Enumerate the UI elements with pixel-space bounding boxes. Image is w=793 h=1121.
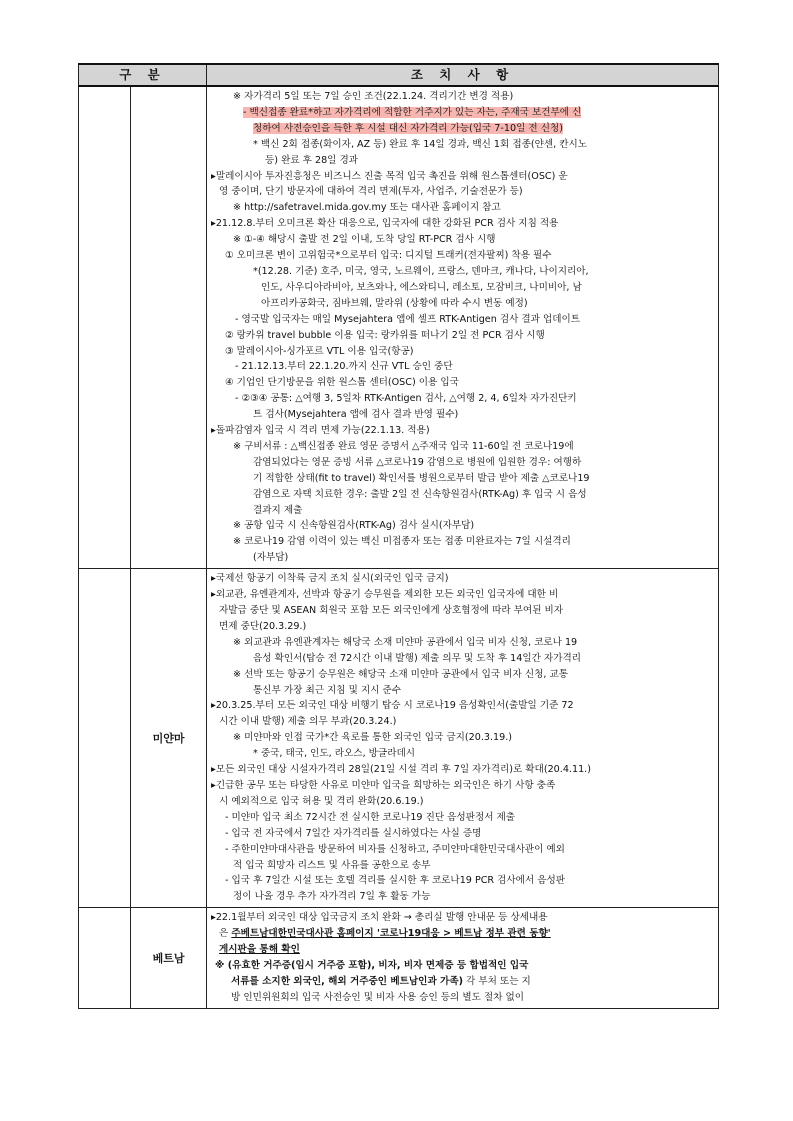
- text-line: *(12.28. 기준) 호주, 미국, 영국, 노르웨이, 프랑스, 덴마크, 캐나다, 나이지리아,: [253, 265, 589, 277]
- text-line: 면제 중단(20.3.29.): [219, 620, 307, 632]
- text-line: * 백신 2회 접종(화이자, AZ 등) 완료 후 14일 경과, 백신 1회 접종(얀센, 칸시노: [253, 138, 588, 150]
- text-line: 인도, 사우디아라비아, 보츠와나, 에스와티니, 레소토, 모잠비크, 나미비아, 남: [261, 281, 582, 293]
- header-measures: 조 치 사 항: [207, 64, 719, 86]
- text-line: ※ http://safetravel.mida.gov.my 또는 대사관 홈페이지 참고: [233, 202, 501, 214]
- text-line: ※ 외교관과 유엔관계자는 해당국 소재 미얀마 공관에서 입국 비자 신청, 코로나 19: [233, 636, 578, 648]
- text-line: - 영국발 입국자는 매일 Mysejahtera 앱에 셀프 RTK-Antigen 검사 결과 업데이트: [235, 313, 581, 325]
- text-line: ③ 말레이시아-싱가포르 VTL 이용 입국(항공): [225, 345, 414, 357]
- text-line: 트 검사(Mysejahtera 앱에 검사 결과 반영 필수): [253, 409, 459, 421]
- text-line: ※ (유효한 거주증(임시 거주증 포함), 비자, 비자 면제증 등 합법적인 입국: [215, 959, 529, 971]
- text-line: ※ 미얀마와 인접 국가*간 육로를 통한 외국인 입국 금지(20.3.19.): [233, 732, 513, 744]
- country-name-vietnam: 베트남: [131, 908, 207, 1008]
- text-line: ※ ①-④ 해당시 출발 전 2일 이내, 도착 당일 RT-PCR 검사 시행: [233, 234, 496, 246]
- vietnam-measures: [207, 908, 719, 1008]
- text-line: ▸21.12.8.부터 오미크론 확산 대응으로, 입국자에 대한 강화된 PCR 검사 지침 적용: [211, 218, 559, 230]
- text-line: ▸모든 외국인 대상 시설자가격리 28일(21일 시설 격리 후 7일 자가격리)로 확대(20.4.11.): [211, 764, 591, 776]
- text-line: 통신부 가장 최근 지침 및 지시 준수: [253, 684, 402, 696]
- text-line: 게시판을 통해 확인: [219, 944, 300, 956]
- text-line: ※ 자가격리 5일 또는 7일 승인 조건(22.1.24. 격리기간 변경 적용): [233, 91, 514, 102]
- text-line: 결과지 제출: [253, 504, 303, 516]
- text-line-highlight: 청하여 사전승인을 득한 후 시설 대신 자가격리 가능(입국 7-10일 전 신청): [253, 122, 563, 134]
- text-line: - 주한미얀마대사관을 방문하여 비자를 신청하고, 주미얀마대한민국대사관이 예외: [225, 843, 565, 855]
- text-line: 감염되었다는 영문 증빙 서류 △코로나19 감염으로 병원에 입원한 경우: 여행하: [253, 456, 582, 468]
- text-line: 음성 확인서(탑승 전 72시간 이내 발행) 제출 의무 및 도착 후 14일간 자가격리: [253, 652, 582, 664]
- text-line: 자발급 중단 및 ASEAN 회원국 포함 모든 외국인에게 상호협정에 따라 부여된 비자: [219, 605, 564, 616]
- text-line: 아프리카공화국, 짐바브웨, 말라위 (상황에 따라 수시 변동 예정): [261, 297, 528, 309]
- malaysia-measures: [207, 86, 719, 569]
- text-line: 시간 이내 발행) 제출 의무 부과(20.3.24.): [219, 716, 397, 728]
- text-line: (자부담): [253, 552, 289, 564]
- text-line: 서류를 소지한 외국인, 해외 거주중인 베트남인과 가족) 각 부처 또는 지: [231, 975, 531, 987]
- table-row-vietnam: [79, 908, 719, 1008]
- blank-cell: [79, 908, 131, 1008]
- header-category: 구 분: [79, 64, 207, 86]
- embassy-link-text: 주베트남대한민국대사관 홈페이지 '코로나19대응 > 베트남 정부 관련 동향': [231, 928, 551, 940]
- text-line: ② 랑카위 travel bubble 이용 입국: 랑카위를 떠나기 2일 전 PCR 검사 시행: [225, 329, 545, 341]
- country-cell-empty: [131, 86, 207, 569]
- text-line: - 입국 후 7일간 시설 또는 호텔 격리를 실시한 후 코로나19 PCR 검사에서 음성판: [225, 875, 566, 887]
- document-page: [78, 63, 718, 1009]
- country-name-myanmar: 미얀마: [131, 569, 207, 908]
- measures-table: [78, 63, 719, 1009]
- text-line: 정이 나올 경우 추가 자가격리 7일 후 활동 가능: [233, 891, 431, 903]
- text-line: ▸긴급한 공무 또는 타당한 사유로 미얀마 입국을 희망하는 외국인은 하기 사항 충족: [211, 779, 556, 791]
- text-line: 방 인민위원회의 입국 사전승인 및 비자 사용 승인 등의 별도 절차 없이: [231, 991, 525, 1003]
- text-line: ▸22.1월부터 외국인 대상 입국금지 조치 완화 → 총리실 발행 안내문 등 상세내용: [211, 912, 548, 924]
- text-line: 감염으로 자택 치료한 경우: 출발 2일 전 신속항원검사(RTK-Ag) 후 입국 시 음성: [253, 488, 587, 500]
- text-line: - 미얀마 입국 최소 72시간 전 실시한 코로나19 진단 음성판정서 제출: [225, 811, 516, 823]
- blank-cell: [79, 86, 131, 569]
- text-line: * 중국, 태국, 인도, 라오스, 방글라데시: [253, 748, 416, 760]
- text-line: 은 주베트남대한민국대사관 홈페이지 '코로나19대응 > 베트남 정부 관련 동향': [219, 928, 551, 940]
- text-line: ※ 구비서류 : △백신접종 완료 영문 증명서 △주재국 입국 11-60일 전 코로나19에: [233, 440, 574, 452]
- text-line: ▸국제선 항공기 이착륙 금지 조치 실시(외국인 입국 금지): [211, 573, 449, 585]
- text-line: - 21.12.13.부터 22.1.20.까지 신규 VTL 승인 중단: [235, 361, 453, 373]
- blank-cell: [79, 569, 131, 908]
- text-line: 시 예외적으로 입국 허용 및 격리 완화(20.6.19.): [219, 795, 424, 807]
- table-row-malaysia: [79, 86, 719, 569]
- text-line: 등) 완료 후 28일 경과: [265, 154, 359, 166]
- text-line: ▸20.3.25.부터 모든 외국인 대상 비행기 탑승 시 코로나19 음성확인서(출발일 기준 72: [211, 700, 574, 712]
- table-header-row: [79, 64, 719, 86]
- text-line: ④ 기업인 단기방문을 위한 원스톱 센터(OSC) 이용 입국: [225, 377, 459, 389]
- text-line: ▸말레이시아 투자진흥청은 비즈니스 진출 목적 입국 촉진을 위해 원스톱센터(OSC) 운: [211, 170, 568, 182]
- text-line: - ②③④ 공통: △여행 3, 5일차 RTK-Antigen 검사, △여행 2, 4, 6일차 자가진단키: [235, 393, 577, 405]
- text-line: ① 오미크론 변이 고위험국*으로부터 입국: 디지털 트래커(전자팔찌) 착용 필수: [225, 250, 552, 262]
- text-line: - 입국 전 자국에서 7일간 자가격리를 실시하였다는 사실 증명: [225, 827, 482, 839]
- text-line: 적 입국 희망자 리스트 및 사유를 공한으로 송부: [233, 859, 431, 871]
- table-row-myanmar: [79, 569, 719, 908]
- text-line: 영 중이며, 단기 방문자에 대하여 격리 면제(투자, 사업주, 기술전문가 등): [219, 186, 523, 198]
- text-line: ▸외교관, 유엔관계자, 선박과 항공기 승무원을 제외한 모든 외국인 입국자에 대한 비: [211, 589, 559, 601]
- text-line: 기 적합한 상태(fit to travel) 확인서를 병원으로부터 발급 받아 제출 △코로나19: [253, 472, 590, 484]
- text-line: ※ 공항 입국 시 신속항원검사(RTK-Ag) 검사 실시(자부담): [233, 520, 475, 532]
- text-line: ※ 선박 또는 항공기 승무원은 해당국 소재 미얀마 공관에서 입국 비자 신청, 교통: [233, 668, 568, 680]
- text-line: ※ 코로나19 감염 이력이 있는 백신 미접종자 또는 접종 미완료자는 7일 시설격리: [233, 536, 571, 548]
- text-line: ▸돌파감염자 입국 시 격리 면제 가능(22.1.13. 적용): [211, 425, 430, 437]
- text-line-highlight: - 백신접종 완료*하고 자가격리에 적합한 거주지가 있는 자는, 주재국 보건부에 신: [243, 106, 582, 118]
- myanmar-measures: [207, 569, 719, 908]
